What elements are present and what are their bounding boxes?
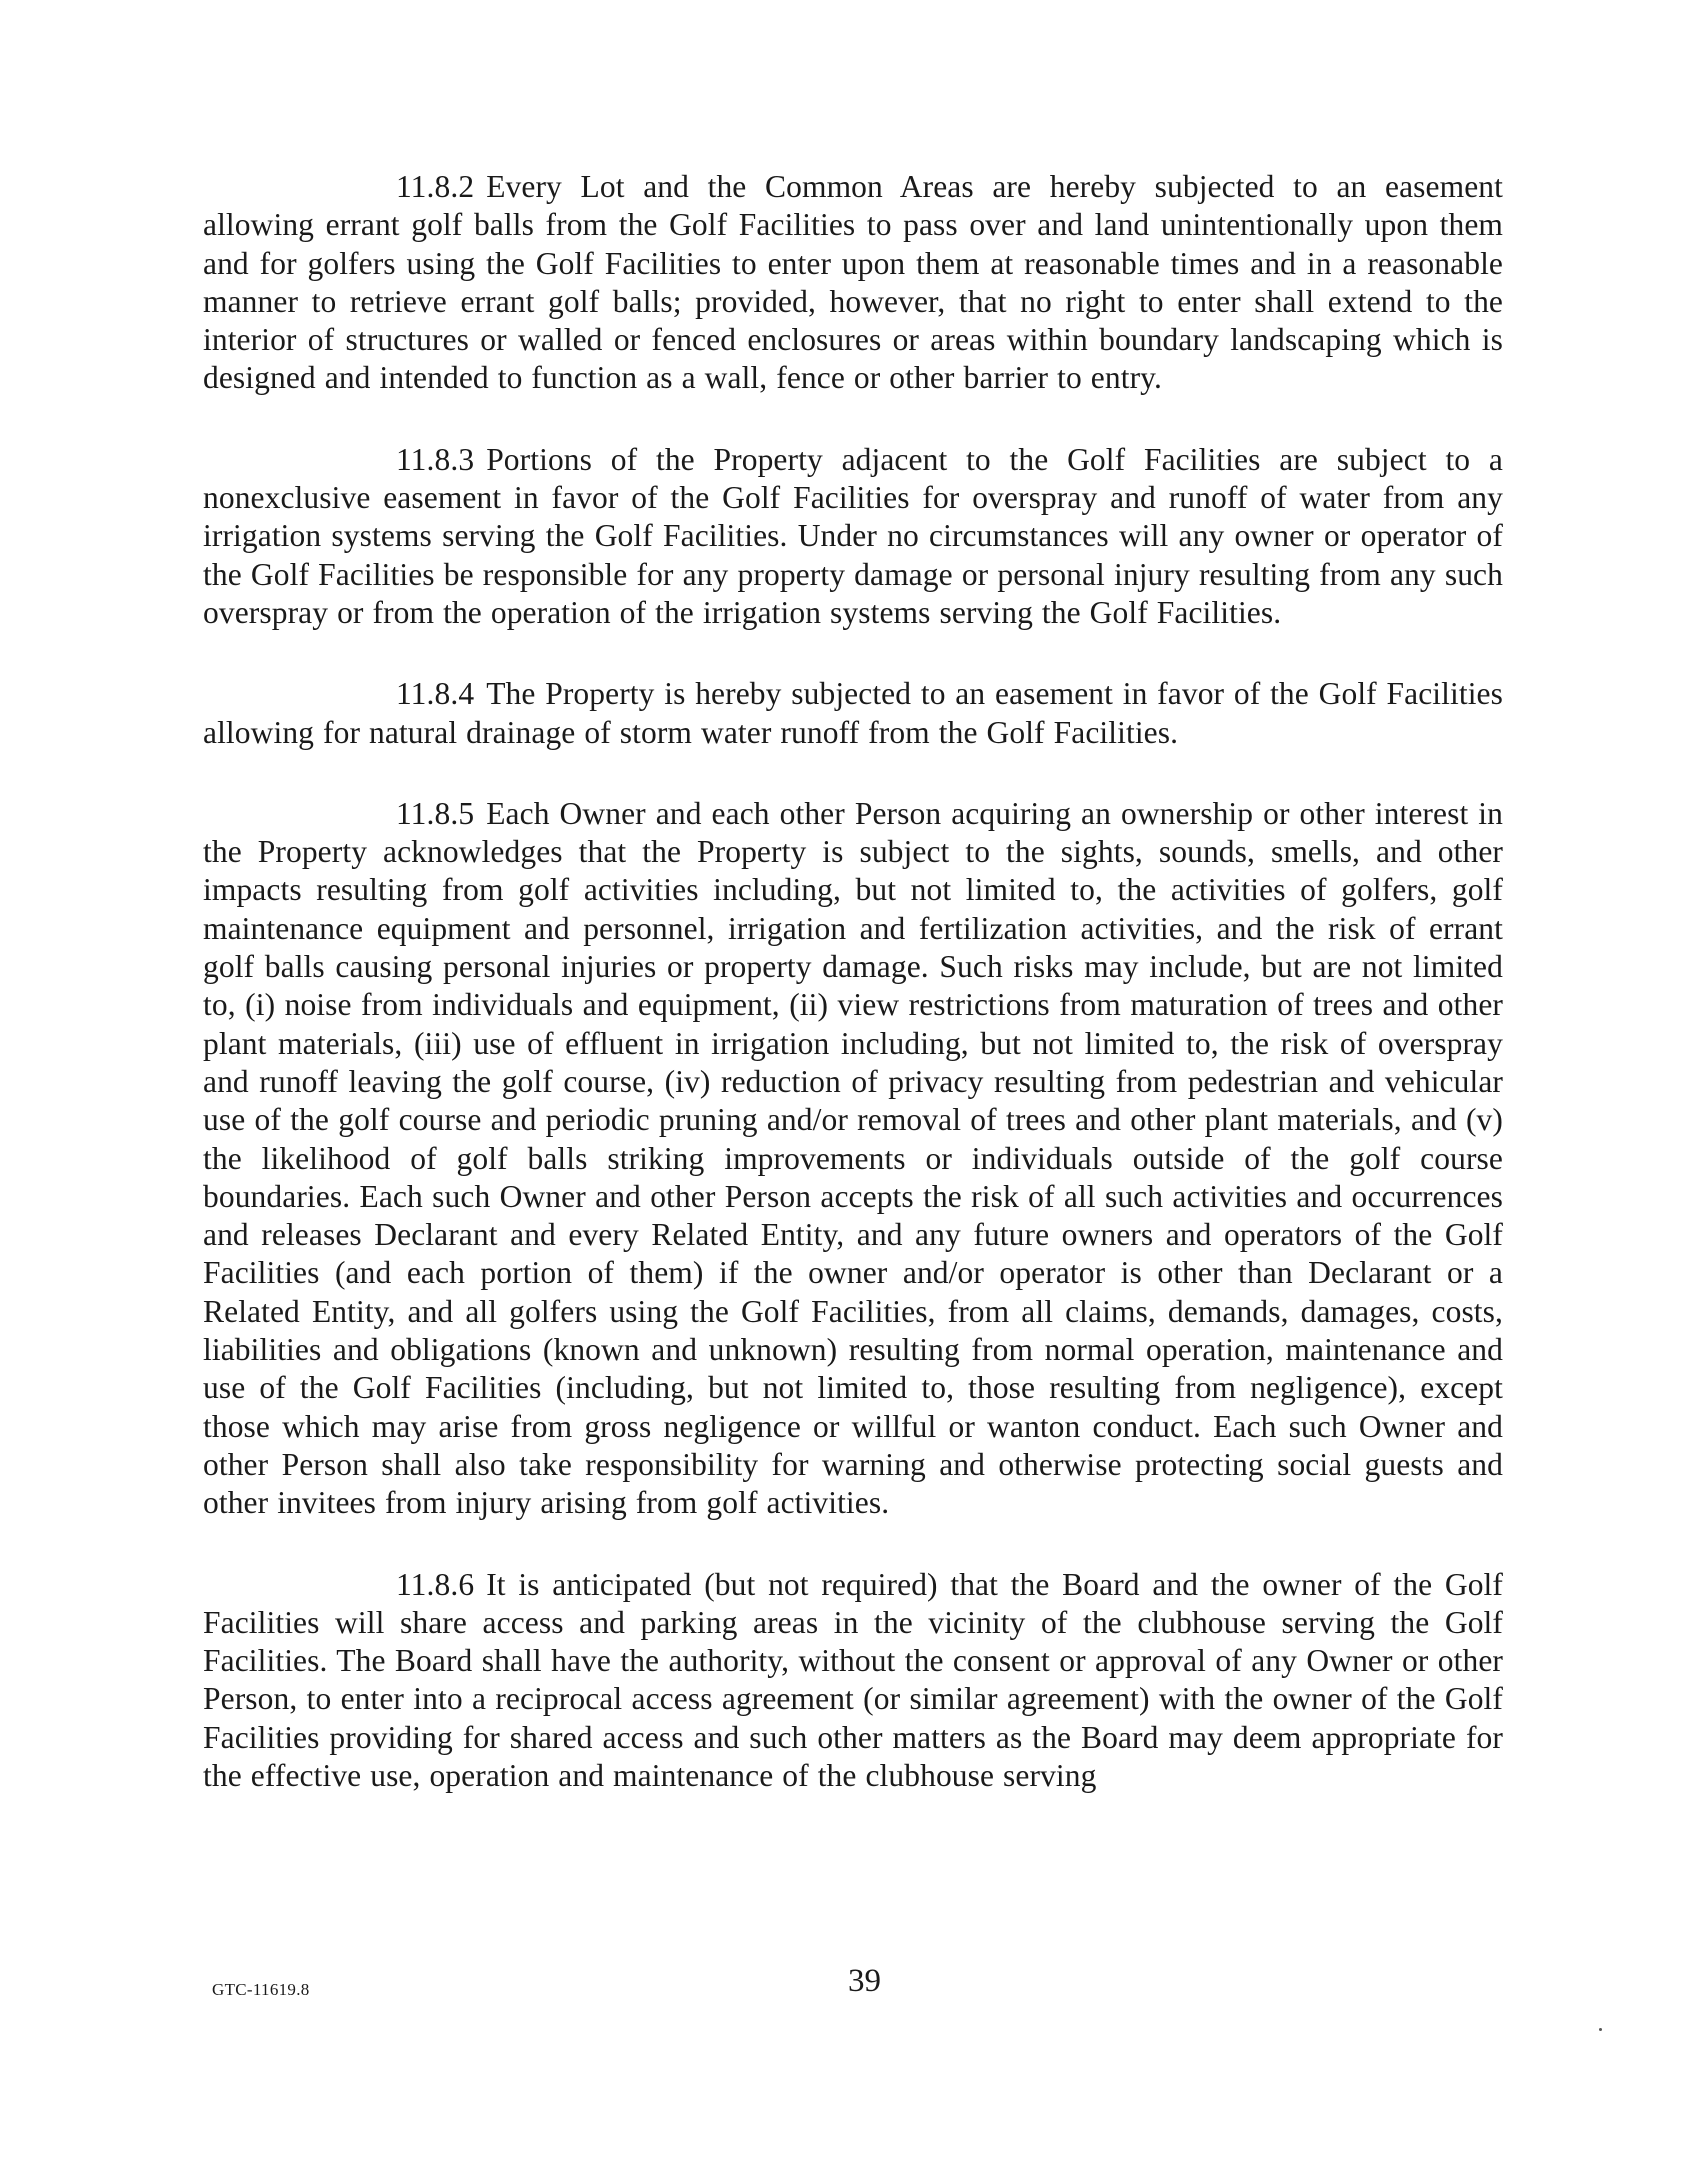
- paragraph-text: Every Lot and the Common Areas are hereby subjected to an easement allowing errant golf balls from the Golf Facilities to pass over and land unintentionally upon them and for golfers using the Golf Facilities to enter upon them at reasonable times and in a reasonable manner to retrieve errant golf balls; provided, however, that no right to enter shall extend to the interior of structures or walled or fenced enclosures or areas within boundary landscaping which is designed and intended to function as a wall, fence or other barrier to entry.: [203, 169, 1503, 396]
- paragraph-number: 11.8.2: [396, 169, 475, 204]
- document-code: GTC-11619.8: [212, 1980, 310, 1999]
- scan-artifact-dot: [1599, 2028, 1602, 2031]
- page-number: 39: [848, 1963, 881, 1999]
- paragraph-number: 11.8.5: [396, 795, 475, 831]
- paragraph-11-8-2: [203, 168, 1503, 398]
- paragraph-11-8-5: [203, 795, 1503, 1523]
- paragraph-text: Each Owner and each other Person acquiring an ownership or other interest in the Property acknowledges that the Property is subject to the sights, sounds, smells, and other impacts resulting from golf activities including, but not limited to, the activities of golfers, golf maintenance equipment and personnel, irrigation and fertilization activities, and the risk of errant golf balls causing personal injuries or property damage. Such risks may include, but are not limited to, (i) noise from individuals and equipment, (ii) view restrictions from maturation of trees and other plant materials, (iii) use of effluent in irrigation including, but not limited to, the risk of overspray and runoff leaving the golf course, (iv) reduction of privacy resulting from pedestrian and vehicular use of the golf course and periodic pruning and/or removal of trees and other plant materials, and (v) the likelihood of golf balls striking improvements or individuals outside of the golf course boundaries. Each such Owner and other Person accepts the risk of all such activities and occurrences and releases Declarant and every Related Entity, and any future owners and operators of the Golf Facilities (and each portion of them) if the owner and/or operator is other than Declarant or a Related Entity, and all golfers using the Golf Facilities, from all claims, demands, damages, costs, liabilities and obligations (known and unknown) resulting from normal operation, maintenance and use of the Golf Facilities (including, but not limited to, those resulting from negligence), except those which may arise from gross negligence or willful or wanton conduct. Each such Owner and other Person shall also take responsibility for warning and otherwise protecting social guests and other invitees from injury arising from golf activities.: [203, 795, 1503, 1521]
- paragraph-number: 11.8.4: [396, 676, 475, 712]
- paragraph-text: Portions of the Property adjacent to the Golf Facilities are subject to a nonexclusive easement in favor of the Golf Facilities for overspray and runoff of water from any irrigation systems serving the Golf Facilities. Under no circumstances will any owner or operator of the Golf Facilities be responsible for any property damage or personal injury resulting from any such overspray or from the operation of the irrigation systems serving the Golf Facilities.: [203, 441, 1503, 630]
- paragraph-11-8-6: [203, 1566, 1503, 1796]
- paragraph-11-8-4: [203, 675, 1503, 752]
- paragraph-text: It is anticipated (but not required) that the Board and the owner of the Golf Facilities will share access and parking areas in the vicinity of the clubhouse serving the Golf Facilities. The Board shall have the authority, without the consent or approval of any Owner or other Person, to enter into a reciprocal access agreement (or similar agreement) with the owner of the Golf Facilities providing for shared access and such other matters as the Board may deem appropriate for the effective use, operation and maintenance of the clubhouse serving: [203, 1566, 1503, 1793]
- paragraph-number: 11.8.3: [396, 441, 475, 477]
- paragraph-text: The Property is hereby subjected to an easement in favor of the Golf Facilities allowing for natural drainage of storm water runoff from the Golf Facilities.: [203, 676, 1503, 750]
- document-body: [203, 168, 1503, 1838]
- paragraph-11-8-3: [203, 441, 1503, 632]
- paragraph-number: 11.8.6: [396, 1566, 475, 1602]
